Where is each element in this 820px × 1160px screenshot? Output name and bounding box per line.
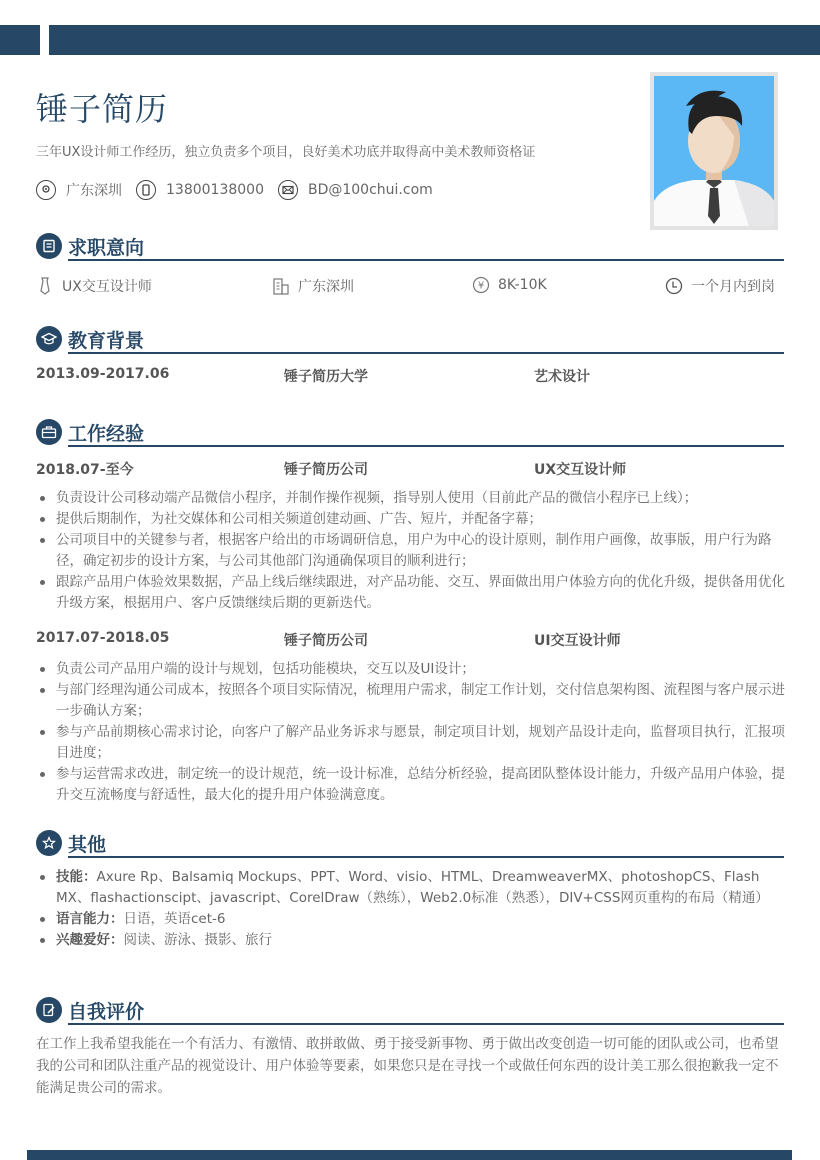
svg-text:¥: ¥ <box>477 280 485 292</box>
contact-phone-text: 13800138000 <box>166 182 264 198</box>
list-item: 公司项目中的关键参与者，根据客户给出的市场调研信息，用户为中心的设计原则，制作用户画像，故事版，用户行为路径，确定初步的设计方案，与公司其他部门沟通确保项目的顺利进行； <box>36 530 786 572</box>
contact-info <box>36 180 447 200</box>
education-period: 2013.09-2017.06 <box>36 366 170 382</box>
list-item: 跟踪产品用户体验效果数据，产品上线后继续跟进，对产品功能、交互、界面做出用户体验方向的优化升级，提供备用优化升级方案，根据用户、客户反馈继续后期的更新迭代。 <box>36 572 786 614</box>
star-icon <box>36 830 62 856</box>
clock-icon <box>665 277 683 295</box>
intent-availability-text: 一个月内到岗 <box>691 279 775 295</box>
list-item-hobbies: 兴趣爱好：阅读、游泳、摄影、旅行 <box>36 930 786 951</box>
resume-tagline: 三年UX设计师工作经历，独立负责多个项目，良好美术功底并取得高中美术教师资格证 <box>36 145 536 160</box>
section-title: 自我评价 <box>68 1001 145 1023</box>
tie-icon <box>36 277 54 295</box>
location-icon <box>36 180 56 200</box>
graduation-cap-icon <box>36 326 62 352</box>
notepad-pen-icon <box>36 997 62 1023</box>
intent-salary-text: 8K-10K <box>498 277 547 293</box>
building-icon <box>272 277 290 295</box>
contact-email-text: BD@100chui.com <box>307 182 433 198</box>
list-item: 负责公司产品用户端的设计与规划，包括功能模块，交互以及UI设计； <box>36 659 786 680</box>
work-role: UX交互设计师 <box>534 462 627 478</box>
yen-icon <box>472 276 490 294</box>
section-title: 教育背景 <box>68 330 145 352</box>
section-self-header <box>36 995 784 1025</box>
resume-name: 锤子简历 <box>36 90 169 128</box>
education-school: 锤子简历大学 <box>284 369 368 385</box>
list-item: 参与产品前期核心需求讨论，向客户了解产品业务诉求与愿景，制定项目计划，规划产品设计走向，监督项目执行，汇报项目进度； <box>36 722 786 764</box>
header-bar-right <box>49 25 820 55</box>
work-period: 2018.07-至今 <box>36 462 134 478</box>
header-bar-left <box>0 25 40 55</box>
briefcase-icon <box>36 419 62 445</box>
section-title: 其他 <box>68 834 107 856</box>
self-evaluation-text: 在工作上我希望我能在一个有活力、有激情、敢拼敢做、勇于接受新事物、勇于做出改变创造一切可能的团队或公司，也希望我的公司和团队注重产品的视觉设计、用户体验等要素，如果您只是在寻找一个或做任何东西的设计美工那么很抱歉我一定不能满足贵公司的需求。 <box>36 1036 779 1096</box>
work-duties-list <box>36 659 786 806</box>
section-title: 求职意向 <box>68 237 145 259</box>
contact-location <box>36 180 122 200</box>
intent-city-text: 广东深圳 <box>298 279 354 295</box>
work-role: UI交互设计师 <box>534 633 621 649</box>
list-item: 参与运营需求改进，制定统一的设计规范，统一设计标准，总结分析经验，提高团队整体设计能力，升级产品用户体验，提升交互流畅度与舒适性，最大化的提升用户体验满意度。 <box>36 764 786 806</box>
job-intent-row <box>36 276 784 298</box>
work-company: 锤子简历公司 <box>284 462 368 478</box>
section-intent-header <box>36 231 784 261</box>
contact-location-text: 广东深圳 <box>66 183 122 199</box>
avatar-photo <box>650 72 778 230</box>
contact-phone <box>136 180 264 200</box>
intent-availability <box>665 276 775 296</box>
work-duties-list <box>36 488 786 614</box>
section-other-header <box>36 828 784 858</box>
section-divider <box>68 856 784 858</box>
section-work-header <box>36 417 784 447</box>
mail-icon <box>278 180 298 200</box>
education-major: 艺术设计 <box>534 369 590 385</box>
list-item: 提供后期制作，为社交媒体和公司相关频道创建动画、广告、短片，并配备字幕； <box>36 509 786 530</box>
work-period: 2017.07-2018.05 <box>36 630 170 646</box>
section-divider <box>68 1023 784 1025</box>
list-item: 与部门经理沟通公司成本，按照各个项目实际情况，梳理用户需求，制定工作计划，交付信息架构图、流程图与客户展示进一步确认方案； <box>36 680 786 722</box>
work-company: 锤子简历公司 <box>284 633 368 649</box>
section-divider <box>68 259 784 261</box>
section-title: 工作经验 <box>68 423 145 445</box>
resume-card-icon <box>36 233 62 259</box>
phone-icon <box>136 180 156 200</box>
list-item-languages: 语言能力：日语，英语cet-6 <box>36 909 786 930</box>
section-education-header <box>36 324 784 354</box>
intent-position <box>36 276 152 296</box>
list-item: 负责设计公司移动端产品微信小程序，并制作操作视频，指导别人使用（目前此产品的微信小程序已上线）； <box>36 488 786 509</box>
section-divider <box>68 445 784 447</box>
other-list <box>36 867 786 951</box>
contact-email[interactable] <box>278 180 433 200</box>
list-item-skills: 技能：Axure Rp、Balsamiq Mockups、PPT、Word、visio、HTML、DreamweaverMX、photoshopCS、Flash MX、flashactionscipt、javascript、CorelDraw（熟练），Web2.0标准（熟悉），DIV+CSS网页重构的布局（精通） <box>36 867 786 909</box>
intent-city <box>272 276 354 296</box>
section-divider <box>68 352 784 354</box>
intent-position-text: UX交互设计师 <box>62 279 152 295</box>
intent-salary <box>472 276 547 294</box>
footer-bar <box>27 1150 792 1160</box>
